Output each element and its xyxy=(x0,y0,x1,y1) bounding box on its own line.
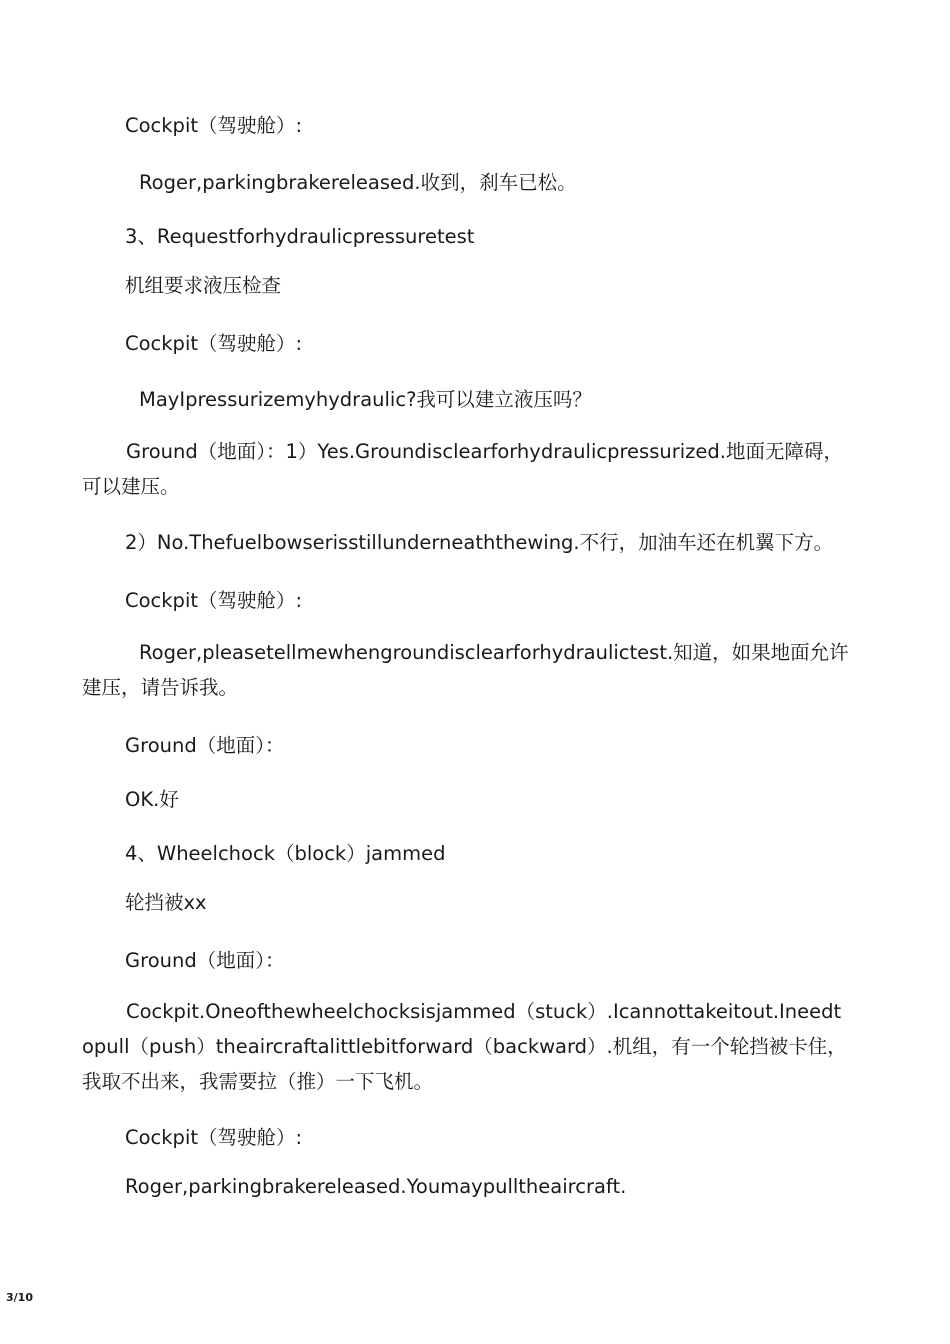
speaker-label-ground: Ground（地面）： xyxy=(125,949,285,972)
dialogue-line: 2）No.Thefuelbowserisstillunderneaththewing.不行，加油车还在机翼下方。 xyxy=(125,531,834,554)
dialogue-line: Roger,parkingbrakereleased.收到，刹车已松。 xyxy=(139,171,577,194)
section-heading: 4、Wheelchock（block）jammed xyxy=(125,842,446,865)
section-heading: 3、Requestforhydraulicpressuretest xyxy=(125,225,475,248)
speaker-label-cockpit: Cockpit（驾驶舱）: xyxy=(125,589,303,612)
section-subheading: 机组要求液压检查 xyxy=(125,274,282,297)
section-subheading: 轮挡被xx xyxy=(125,891,207,914)
speaker-label-ground: Ground（地面）： xyxy=(125,734,285,757)
dialogue-line: OK.好 xyxy=(125,788,179,811)
speaker-label-cockpit: Cockpit（驾驶舱）: xyxy=(125,114,303,137)
dialogue-paragraph: Cockpit.Oneofthewheelchocksisjammed（stuck）.Icannottakeitout.Ineedtopull（push）theaircraftalittlebitforward（backward）.机组，有一个轮挡被卡住，我取不出来，我需要拉（推）一下飞机。 xyxy=(82,1000,847,1093)
speaker-label-cockpit: Cockpit（驾驶舱）: xyxy=(125,1126,303,1149)
dialogue-paragraph: Roger,pleasetellmewhengroundisclearforhydraulictest.知道，如果地面允许建压，请告诉我。 xyxy=(82,641,849,699)
dialogue-paragraph: Ground（地面）：1）Yes.Groundisclearforhydraulicpressurized.地面无障碍，可以建压。 xyxy=(82,440,843,498)
page-number: 3/10 xyxy=(6,1291,33,1304)
dialogue-line: Roger,parkingbrakereleased.Youmaypulltheaircraft. xyxy=(125,1175,627,1198)
dialogue-line: MayIpressurizemyhydraulic?我可以建立液压吗？ xyxy=(139,388,592,411)
speaker-label-cockpit: Cockpit（驾驶舱）: xyxy=(125,332,303,355)
